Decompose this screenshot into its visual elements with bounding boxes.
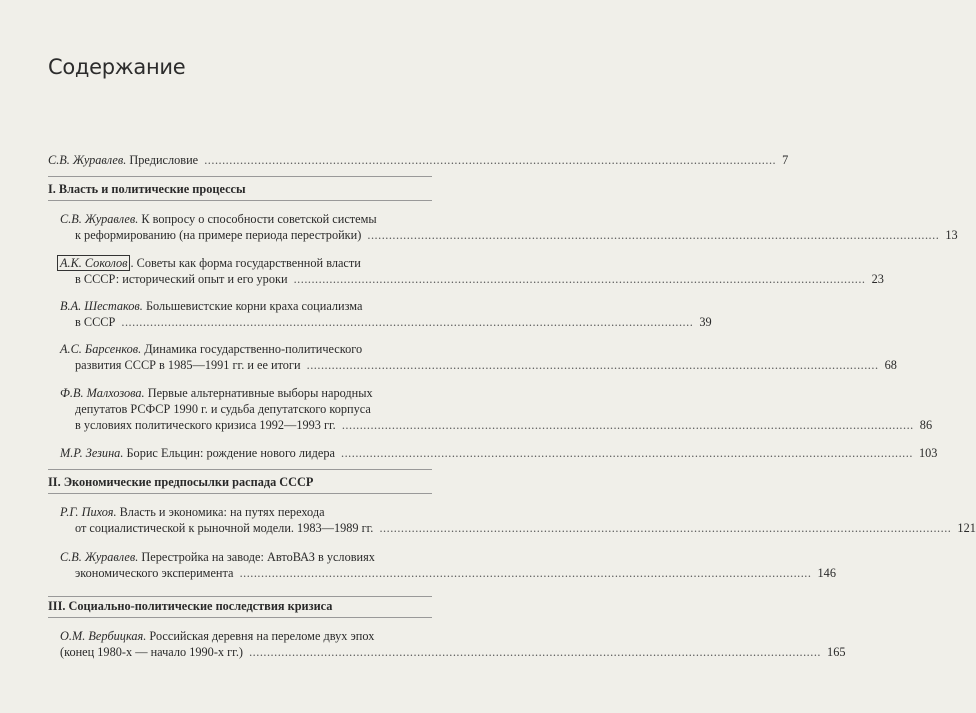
page-number: 165	[827, 645, 846, 659]
toc-entry-preface[interactable]	[48, 152, 789, 168]
entry-title-line: от социалистической к рыночной модели. 1983—1989 гг.	[75, 521, 374, 535]
page-number: 13	[945, 228, 958, 242]
toc-entry[interactable]	[60, 549, 836, 581]
entry-author: М.Р. Зезина.	[60, 446, 124, 460]
entry-author: С.В. Журавлев.	[60, 550, 139, 564]
entry-title-line: в СССР	[75, 315, 116, 329]
entry-title-line: экономического эксперимента	[75, 566, 234, 580]
toc-entry[interactable]	[60, 211, 958, 243]
leader-dots	[379, 521, 951, 535]
entry-title-line: Российская деревня на переломе двух эпох	[149, 629, 375, 643]
toc-entry[interactable]	[60, 298, 712, 330]
leader-dots	[341, 446, 913, 460]
page-number: 7	[782, 153, 789, 167]
entry-title-line: (конец 1980-х — начало 1990-х гг.)	[60, 645, 244, 659]
page-number: 23	[871, 272, 884, 286]
entry-title: Предисловие	[129, 153, 199, 167]
highlighted-author-box	[57, 255, 130, 271]
toc-entry[interactable]	[60, 385, 933, 433]
divider	[48, 176, 432, 177]
leader-dots	[294, 272, 866, 286]
leader-dots	[249, 645, 821, 659]
divider	[48, 617, 432, 618]
entry-title-line: Советы как форма государственной власти	[136, 256, 361, 270]
toc-entry[interactable]	[60, 628, 846, 660]
entry-author: А.С. Барсенков.	[60, 342, 142, 356]
entry-title-line: депутатов РСФСР 1990 г. и судьба депутатского корпуса	[75, 402, 371, 416]
toc-entry[interactable]	[60, 445, 938, 461]
page-number: 103	[918, 446, 938, 460]
entry-title-line: Первые альтернативные выборы народных	[147, 386, 373, 400]
entry-title-line: в СССР: исторический опыт и его уроки	[75, 272, 288, 286]
toc-entry[interactable]	[60, 341, 897, 373]
page-title: Содержание	[48, 55, 186, 79]
entry-title-line: в условиях политического кризиса 1992—1993 гг.	[75, 418, 336, 432]
leader-dots	[204, 153, 776, 167]
entry-title-line: Власть и экономика: на путях перехода	[119, 505, 325, 519]
page-number: 146	[817, 566, 836, 580]
entry-title-line: Перестройка на заводе: АвтоВАЗ в условиях	[141, 550, 375, 564]
entry-title-line: Большевистские корни краха социализма	[145, 299, 363, 313]
section-heading-1: I. Власть и политические процессы	[48, 182, 246, 196]
divider	[48, 596, 432, 597]
entry-title-line: Динамика государственно-политического	[144, 342, 363, 356]
entry-title-line: К вопросу о способности советской системы	[141, 212, 377, 226]
section-heading-2: II. Экономические предпосылки распада СССР	[48, 475, 314, 489]
entry-author: Ф.В. Малхозова.	[60, 386, 145, 400]
toc-entry[interactable]: А.К. Соколов . Советы как форма государственной власти в СССР: исторический опыт и его уроки ..... 23	[60, 255, 432, 287]
leader-dots	[240, 566, 812, 580]
entry-title-line: развития СССР в 1985—1991 гг. и ее итоги	[75, 358, 301, 372]
page-number: 86	[919, 418, 933, 432]
entry-title-line: к реформированию (на примере периода перестройки)	[75, 228, 362, 242]
entry-title-line: Борис Ельцин: рождение нового лидера	[126, 446, 335, 460]
divider	[48, 469, 432, 470]
divider	[48, 493, 432, 494]
entry-author: Р.Г. Пихоя.	[60, 505, 117, 519]
divider	[48, 200, 432, 201]
page-number: 68	[884, 358, 897, 372]
entry-author: О.М. Вербицкая.	[60, 629, 147, 643]
entry-author: С.В. Журавлев.	[48, 153, 127, 167]
section-heading-3: III. Социально-политические последствия кризиса	[48, 599, 333, 613]
entry-author: В.А. Шестаков.	[60, 299, 143, 313]
entry-author: С.В. Журавлев.	[60, 212, 139, 226]
entry-author: А.К. Соколов	[60, 256, 128, 270]
leader-dots	[342, 418, 914, 432]
page-number: 121	[957, 521, 976, 535]
leader-dots	[121, 315, 693, 329]
leader-dots	[367, 228, 939, 242]
leader-dots	[307, 358, 879, 372]
toc-entry[interactable]	[60, 504, 976, 536]
page-number: 39	[699, 315, 712, 329]
